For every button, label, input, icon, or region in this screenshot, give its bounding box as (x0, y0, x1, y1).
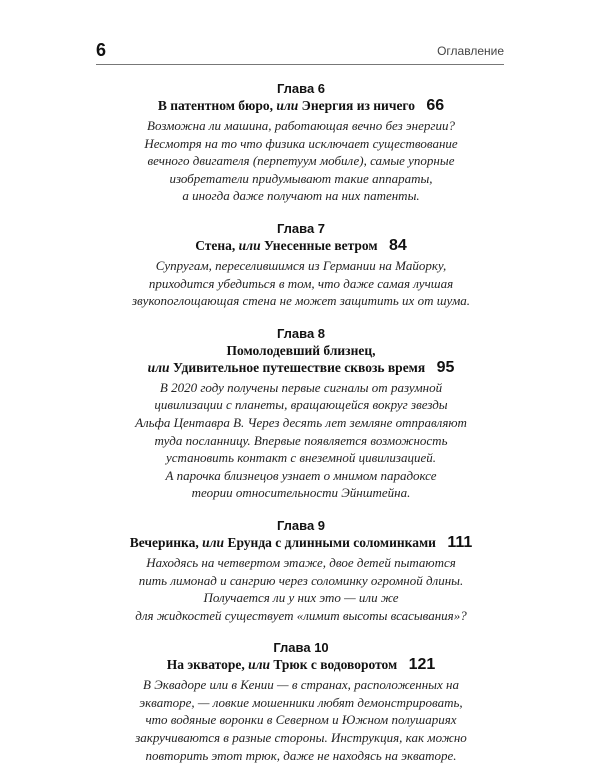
chapter-page-number: 111 (447, 533, 473, 551)
chapter-label: Глава 9 (276, 517, 326, 533)
section-title: Оглавление (437, 44, 504, 58)
chapter-page-number: 95 (436, 358, 455, 376)
description-line: для жидкостей существует «лимит высоты всасывания»? (135, 607, 467, 623)
description-line: экваторе, — ловкие мошенники любят демонстрировать, (139, 694, 463, 710)
chapter-label: Глава 6 (276, 81, 326, 96)
description-line: Возможна ли машина, работающая вечно без энергии? (147, 118, 455, 133)
description-line: туда посланницу. Впервые появляется возможность (154, 432, 448, 448)
chapter-9 (100, 517, 502, 624)
description-line: Получается ли у них это — или же (203, 590, 399, 606)
chapter-title[interactable] (100, 342, 502, 376)
chapter-description (100, 554, 502, 624)
description-line: В Эквадоре или в Кении — в странах, расположенных на (143, 677, 459, 693)
chapter-description (100, 257, 502, 310)
description-line: В 2020 году получены первые сигналы от разумной (159, 379, 443, 395)
chapter-8 (100, 325, 502, 502)
description-line: установить контакт с внеземной цивилизацией. (166, 450, 436, 466)
chapter-title-conj: или (202, 534, 225, 550)
running-header (96, 40, 504, 65)
chapter-title[interactable] (100, 237, 502, 254)
description-line: закручиваются в разные стороны. Инструкция, как можно (135, 730, 467, 746)
chapter-6 (100, 80, 502, 205)
chapter-title[interactable] (100, 97, 502, 114)
chapter-description (100, 379, 502, 502)
description-line: цивилизации с планеты, вращающейся вокруг звезды (154, 397, 448, 413)
description-line: Альфа Центавра B. Через десять лет земляне отправляют (135, 414, 467, 430)
description-line: Супругам, переселившимся из Германии на Майорку, (155, 257, 447, 273)
chapter-title-main: Вечеринка, (129, 534, 199, 550)
chapter-page-number: 121 (408, 656, 436, 674)
chapter-title-alt: Ерунда с длинными соломинками (227, 534, 436, 550)
chapter-title[interactable] (100, 534, 502, 551)
chapter-page-number: 66 (426, 97, 445, 114)
description-line: пить лимонад и сангрию через соломинку огромной длины. (138, 572, 464, 588)
description-line: что водяные воронки в Северном и Южном полушариях (145, 712, 457, 728)
description-line: изобретатели придумывают такие аппараты, (169, 170, 433, 186)
chapter-7 (100, 220, 502, 310)
description-line: А парочка близнецов узнает о мнимом парадоксе (165, 467, 437, 483)
description-line: теории относительности Эйнштейна. (191, 485, 411, 501)
description-line: повторить этот трюк, даже не находясь на экваторе. (145, 747, 457, 763)
chapter-title-alt: Удивительное путешествие сквозь время (172, 359, 426, 375)
page-number: 6 (96, 40, 107, 60)
chapter-title-conj: или (276, 98, 299, 113)
chapter-title-alt: Унесенные ветром (264, 237, 378, 253)
chapter-description (100, 676, 502, 764)
chapter-title-conj: или (248, 657, 271, 673)
chapter-page-number: 84 (389, 236, 407, 254)
chapter-title-main: В патентном бюро, (157, 98, 273, 113)
chapter-title-alt: Трюк с водоворотом (273, 657, 398, 673)
chapter-label: Глава 7 (276, 220, 326, 236)
description-line: а иногда даже получают на них патенты. (182, 188, 420, 204)
description-line: Несмотря на то что физика исключает существование (144, 135, 458, 151)
chapter-title[interactable] (100, 656, 502, 673)
chapter-description (100, 117, 502, 205)
chapter-title-main: Помолодевший близнец, (226, 342, 376, 358)
chapter-title-main: На экваторе, (166, 657, 245, 673)
chapter-title-conj: или (238, 237, 261, 253)
description-line: приходится убедиться в том, что даже самая лучшая (148, 275, 454, 291)
chapter-label: Глава 8 (276, 325, 326, 341)
chapter-label: Глава 10 (273, 640, 329, 656)
chapter-title-main: Стена, (195, 237, 236, 253)
description-line: звукопоглощающая стена не может защитить их от шума. (131, 293, 471, 309)
chapter-title-alt: Энергия из ничего (301, 98, 415, 113)
chapter-10 (100, 639, 502, 764)
description-line: Находясь на четвертом этаже, двое детей пытаются (146, 554, 456, 570)
description-line: вечного двигателя (перпетуум мобиле), самые упорные (147, 153, 455, 169)
chapter-title-conj: или (147, 359, 170, 375)
toc-content (100, 80, 502, 779)
